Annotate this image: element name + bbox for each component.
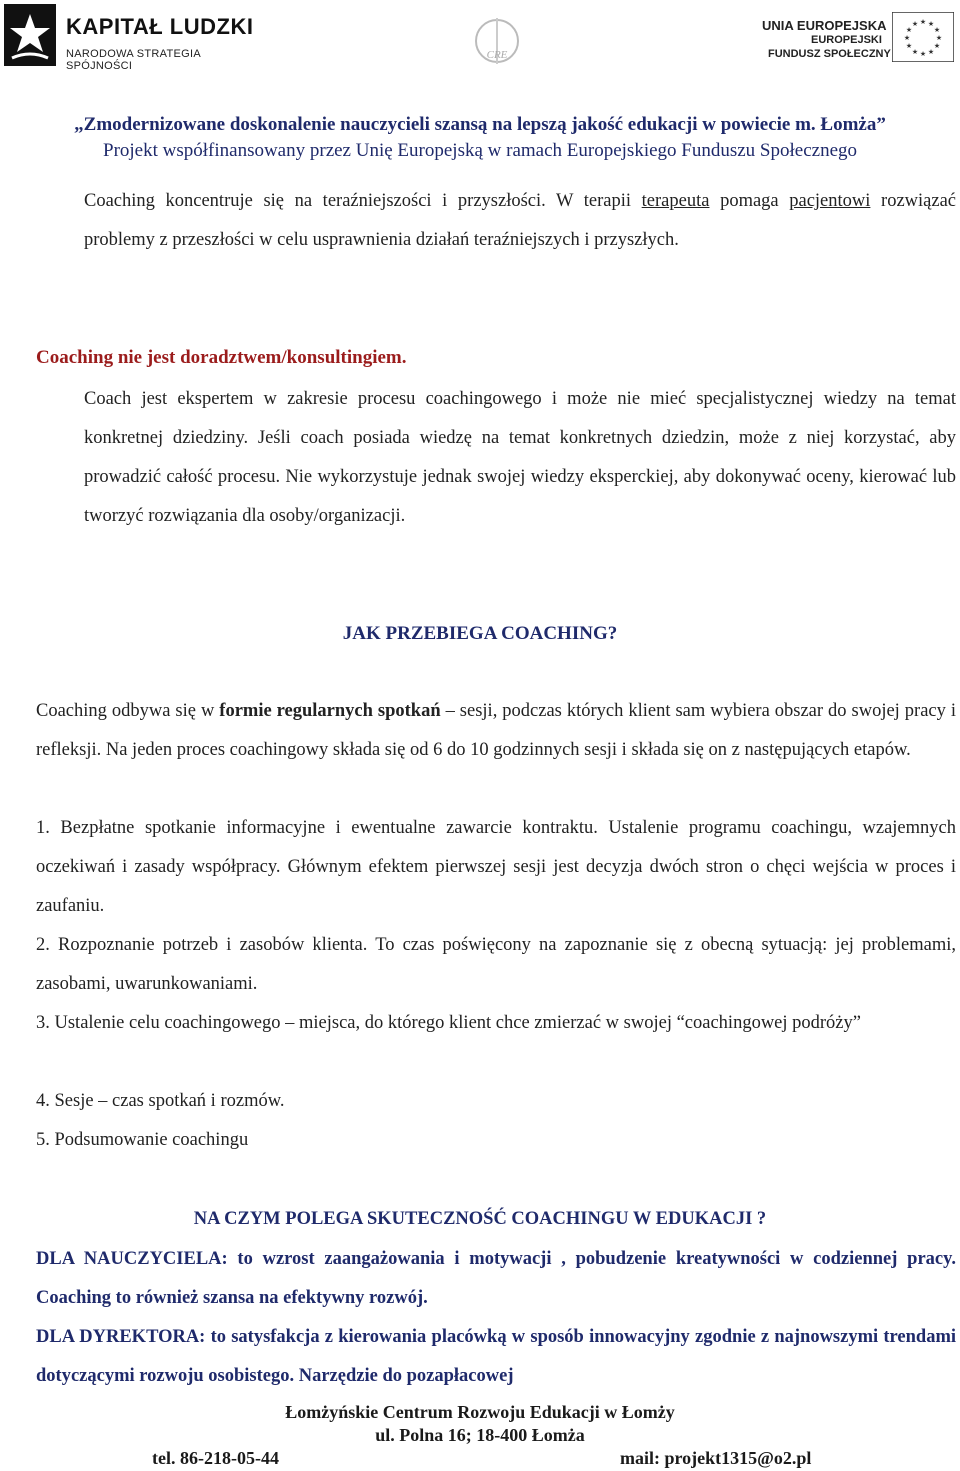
consulting-heading: Coaching nie jest doradztwem/konsultingiem. [36, 347, 407, 368]
terapeuta-link[interactable]: terapeuta [641, 191, 710, 211]
cre-logo [474, 12, 520, 70]
svg-text:★: ★ [919, 18, 927, 26]
svg-text:★: ★ [905, 42, 913, 50]
svg-text:★: ★ [919, 50, 927, 58]
kapital-ludzki-title: KAPITAŁ LUDZKI [66, 14, 254, 39]
director-benefit: DLA DYREKTORA: to satysfakcja z kierowania placówką w sposób innowacyjny zgodnie z najnowszymi trendami dotyczącymi rozwoju osobistego. Narzędzie do pozapłacowej [36, 1327, 956, 1386]
process-step-3: 3. Ustalenie celu coachingowego – miejsca, do którego klient chce zmierzać w swojej “coachingowej podróży” [36, 1013, 861, 1033]
process-intro [36, 692, 956, 770]
footer-phone: tel. 86-218-05-44 [152, 1448, 279, 1468]
intro-text-1: Coaching koncentruje się na teraźniejszości i przyszłości. W terapii [84, 191, 642, 211]
footer-organization: Łomżyńskie Centrum Rozwoju Edukacji w Łomży [285, 1402, 675, 1422]
eu-logo-line1: UNIA EUROPEJSKA [762, 18, 887, 33]
svg-text:★: ★ [905, 26, 913, 34]
svg-text:★: ★ [935, 34, 943, 42]
intro-paragraph [84, 182, 956, 260]
pacjentowi-link[interactable]: pacjentowi [789, 191, 871, 211]
svg-text:★: ★ [933, 26, 941, 34]
cre-logo-text: CRE [486, 49, 508, 61]
svg-text:★: ★ [933, 42, 941, 50]
intro-text-2: pomaga [709, 191, 790, 211]
eu-logo [762, 4, 958, 74]
eu-logo-line3: FUNDUSZ SPOŁECZNY [768, 48, 891, 60]
project-subtitle: Projekt współfinansowany przez Unię Europejską w ramach Europejskiego Funduszu Społecznego [103, 140, 857, 161]
process-heading: JAK PRZEBIEGA COACHING? [342, 623, 618, 644]
footer-email[interactable]: mail: projekt1315@o2.pl [620, 1448, 812, 1468]
process-step-4: 4. Sesje – czas spotkań i rozmów. [36, 1091, 285, 1111]
process-intro-b: – sesji, podczas których klient sam wybiera obszar do swojej pracy i refleksji. Na jeden proces coachingowy składa się od 6 do 10 godzinnych sesji i składa się on z następujących etapów. [36, 701, 956, 760]
footer-address: ul. Polna 16; 18-400 Łomża [375, 1425, 585, 1445]
svg-text:★: ★ [903, 34, 911, 42]
svg-text:★: ★ [911, 20, 919, 28]
process-intro-bold: formie regularnych spotkań [219, 701, 441, 721]
svg-text:★: ★ [911, 48, 919, 56]
kapital-ludzki-logo [4, 4, 254, 74]
process-intro-a: Coaching odbywa się w [36, 701, 220, 721]
kapital-ludzki-subtitle: NARODOWA STRATEGIA SPÓJNOŚCI [66, 48, 201, 72]
svg-text:★: ★ [927, 48, 935, 56]
process-step-1: 1. Bezpłatne spotkanie informacyjne i ewentualne zawarcie kontraktu. Ustalenie programu coachingu, wzajemnych oczekiwań i zasady współpracy. Głównym efektem pierwszej sesji jest decyzja dwóch stron o chęci wejścia w proces i zaufaniu. [36, 818, 956, 916]
eu-stars-flag-icon [892, 12, 954, 62]
svg-text:★: ★ [927, 20, 935, 28]
process-step-2: 2. Rozpoznanie potrzeb i zasobów klienta. To czas poświęcony na zapoznanie się z obecną sytuacją: jej problemami, zasobami, uwarunkowaniami. [36, 935, 956, 994]
consulting-paragraph: Coach jest ekspertem w zakresie procesu coachingowego i może nie mieć specjalistycznej wiedzy na temat konkretnej dziedziny. Jeśli coach posiada wiedzę na temat konkretnych dziedzin, może z niej korzystać, aby prowadzić całość procesu. Nie wykorzystuje jednak swojej wiedzy eksperckiej, aby dokonywać oceny, kierować lub tworzyć rozwiązania dla osoby/organizacji. [84, 389, 956, 526]
eu-logo-line2: EUROPEJSKI [811, 34, 882, 46]
kapital-ludzki-emblem-icon [4, 4, 56, 66]
intro-text-3: rozwiązać problemy z przeszłości w celu usprawnienia działań teraźniejszych i przyszłych. [84, 191, 956, 250]
effectiveness-heading: NA CZYM POLEGA SKUTECZNOŚĆ COACHINGU W EDUKACJI ? [193, 1209, 767, 1229]
process-step-5: 5. Podsumowanie coachingu [36, 1130, 249, 1150]
project-title: „Zmodernizowane doskonalenie nauczycieli szansą na lepszą jakość edukacji w powiecie m. Łomża” [74, 114, 886, 135]
teacher-benefit: DLA NAUCZYCIELA: to wzrost zaangażowania i motywacji , pobudzenie kreatywności w codziennej pracy. Coaching to również szansa na efektywny rozwój. [36, 1249, 956, 1308]
